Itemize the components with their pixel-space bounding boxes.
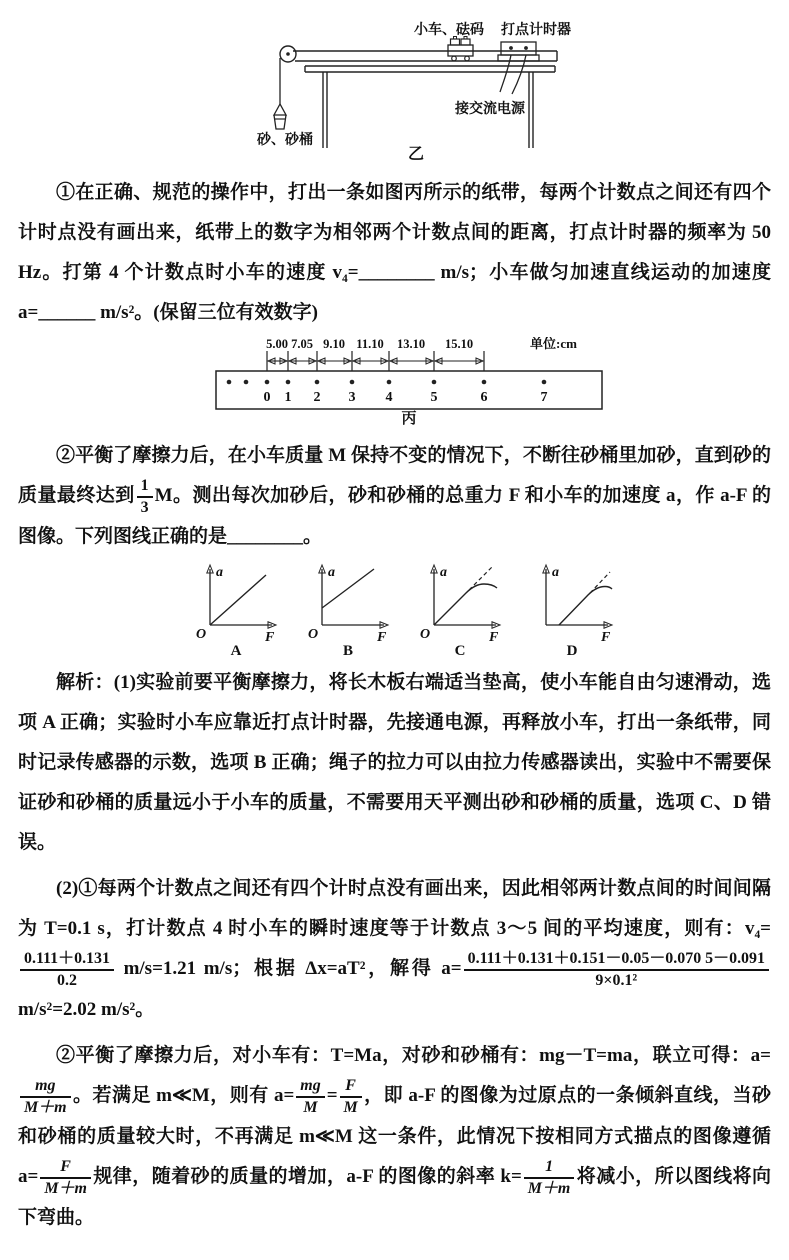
bucket-label: 砂、砂桶 [257, 133, 313, 148]
s3-text3: ，即 a-F 的图像为过原点的一条倾斜直线，当砂和砂桶的质量较大时，不再满足 m≪M 这一条件，此情况下按相同方式描点的图像遵循 a= [18, 1085, 771, 1188]
fraction-one-third: $\frac{1}{3}$ [137, 476, 153, 517]
fraction-F-over-M-plus-m: $\frac{F}{M+m}$ [40, 1157, 91, 1198]
graph-option-A [190, 561, 282, 657]
cart [448, 37, 473, 61]
tape-diagram [214, 337, 606, 425]
tape-caption: 丙 [401, 411, 417, 425]
fraction-v4: $\frac{0.111+0.131}{0.2}$ [20, 949, 114, 990]
origin-label: O [308, 627, 319, 643]
x-axis-label: F [265, 630, 275, 646]
tape-distance: 7.05 [291, 337, 313, 351]
s2-text1: (2)①每两个计数点之间还有四个计时点没有画出来，因此相邻两计数点间的时间间隔为 T=0.1 s，打计数点 4 时小车的瞬时速度等于计数点 3～5 间的平均速度，则有：v₄= [18, 878, 771, 940]
s3-text1: ②平衡了摩擦力后，对小车有：T=Ma，对砂和砂桶有：mg－T=ma，联立可得：a= [56, 1045, 771, 1067]
tape-point-labels [264, 390, 548, 405]
tape-dots [227, 380, 547, 385]
origin-label: O [420, 627, 431, 643]
svg-text:6: 6 [480, 390, 488, 405]
q2-text3: 。 [303, 526, 323, 548]
tape-distance: 13.10 [396, 337, 426, 351]
fraction-mg-over-M-plus-m: $\frac{mg}{M+m}$ [20, 1076, 71, 1117]
y-axis-label: a [552, 565, 559, 581]
x-axis-label: F [489, 630, 499, 646]
svg-text:2: 2 [313, 390, 321, 405]
fraction-mg-over-M: $\frac{mg}{M}$ [296, 1076, 324, 1117]
q1-text3: m/s²。(保留三位有效数字) [95, 302, 318, 323]
apparatus-diagram [253, 8, 665, 162]
svg-text:1: 1 [284, 390, 292, 405]
apparatus-caption: 乙 [407, 146, 425, 162]
solution-prefix: 解析： [56, 672, 114, 694]
tape-figure [214, 337, 606, 430]
s2-text3: m/s²=2.02 m/s²。 [18, 999, 155, 1021]
y-axis-label: a [216, 565, 223, 581]
question-2 [18, 436, 771, 557]
timer-label: 打点计时器 [501, 23, 571, 38]
curve-C [434, 584, 497, 625]
q2-blank: ________ [227, 526, 304, 548]
cart-label: 小车、砝码 [414, 23, 484, 38]
s3-text2: 。若满足 m≪M，则有 a= [72, 1085, 295, 1107]
svg-text:4: 4 [385, 390, 393, 405]
tape-distance: 15.10 [444, 337, 474, 351]
s3-text5: 将减小，所以图线将向下弯曲。 [18, 1166, 771, 1229]
graph-option-B [302, 561, 394, 657]
svg-text:7: 7 [540, 390, 548, 405]
graph-caption: D [566, 643, 578, 658]
q1-blank2: ______ [38, 302, 96, 323]
pulley [280, 46, 296, 62]
svg-text:0: 0 [263, 390, 271, 405]
track [293, 51, 557, 61]
y-axis-label: a [440, 565, 447, 581]
curve-D [559, 587, 612, 626]
fraction-1-over-M-plus-m: $\frac{1}{M+m}$ [524, 1157, 575, 1198]
graph-option-D [526, 561, 618, 657]
apparatus-figure [253, 8, 665, 167]
solution-part-2-1 [18, 869, 771, 1030]
curve-D-dashed [590, 572, 610, 593]
origin-label: O [196, 627, 207, 643]
sand-bucket [274, 58, 286, 129]
graph-options [190, 561, 789, 657]
solution-part-1 [18, 663, 771, 863]
graph-caption: B [342, 643, 354, 658]
question-1 [18, 173, 771, 333]
q1-blank1: ________ [358, 262, 435, 283]
s3-text4: 规律，随着砂的质量的增加，a-F 的图像的斜率 k= [92, 1166, 522, 1188]
q2-text1: ②平衡了摩擦力后，在小车质量 M 保持不变的情况下，不断往砂桶里加砂，直到砂的质量最终达到 [18, 445, 771, 506]
tape-distance: 11.10 [356, 337, 384, 351]
tape-distance: 9.10 [323, 337, 345, 351]
power-label: 接交流电源 [455, 102, 525, 117]
s3-equals: = [326, 1085, 338, 1107]
curve-C-dashed [469, 567, 492, 590]
solution1-text: (1)实验前要平衡摩擦力，将长木板右端适当垫高，使小车能自由匀速滑动，选项 A 正确；实验时小车应靠近打点计时器，先接通电源，再释放小车，打出一条纸带，同时记录传感器的示数，选项 B 正确；绳子的拉力可以由拉力传感器读出，实验中不需要保证砂和砂桶的质量远小于小车的质量，不需要用天平测出砂和砂桶的质量，选项 C、D 错误。 [18, 672, 771, 854]
x-axis-label: F [601, 630, 611, 646]
q1-text1: ①在正确、规范的操作中，打出一条如图丙所示的纸带，每两个计数点之间还有四个计时点没有画出来，纸带上的数字为相邻两个计数点间的距离，打点计时器的频率为 50 Hz。打第 4 个计数点时小车的速度 v₄= [18, 182, 771, 283]
fraction-acceleration: $\frac{0.111+0.131+0.151-0.05-0.070 5-0.091}{\text{9×0.1²}}$ [464, 949, 769, 990]
s2-text2: m/s=1.21 m/s；根据 Δx=aT²，解得 a= [115, 958, 462, 980]
fraction-F-over-M: $\frac{F}{M}$ [340, 1076, 362, 1117]
graph-caption: A [230, 643, 242, 658]
q2-text2: M。测出每次加砂后，砂和砂桶的总重力 F 和小车的加速度 a，作 a-F 的图像。下列图线正确的是 [18, 485, 771, 548]
y-axis-label: a [328, 565, 335, 581]
solution-part-2-2 [18, 1036, 771, 1238]
tape-unit-label: 单位:cm [530, 337, 577, 351]
curve-A [210, 575, 266, 625]
x-axis-label: F [377, 630, 387, 646]
graph-caption: C [454, 643, 466, 658]
svg-text:5: 5 [430, 390, 438, 405]
svg-text:3: 3 [348, 390, 356, 405]
q1-text2: m/s；小车做匀加速直线运动的加速度 a= [18, 262, 771, 323]
tape-distance: 5.00 [266, 337, 288, 351]
graph-option-C [414, 561, 506, 657]
